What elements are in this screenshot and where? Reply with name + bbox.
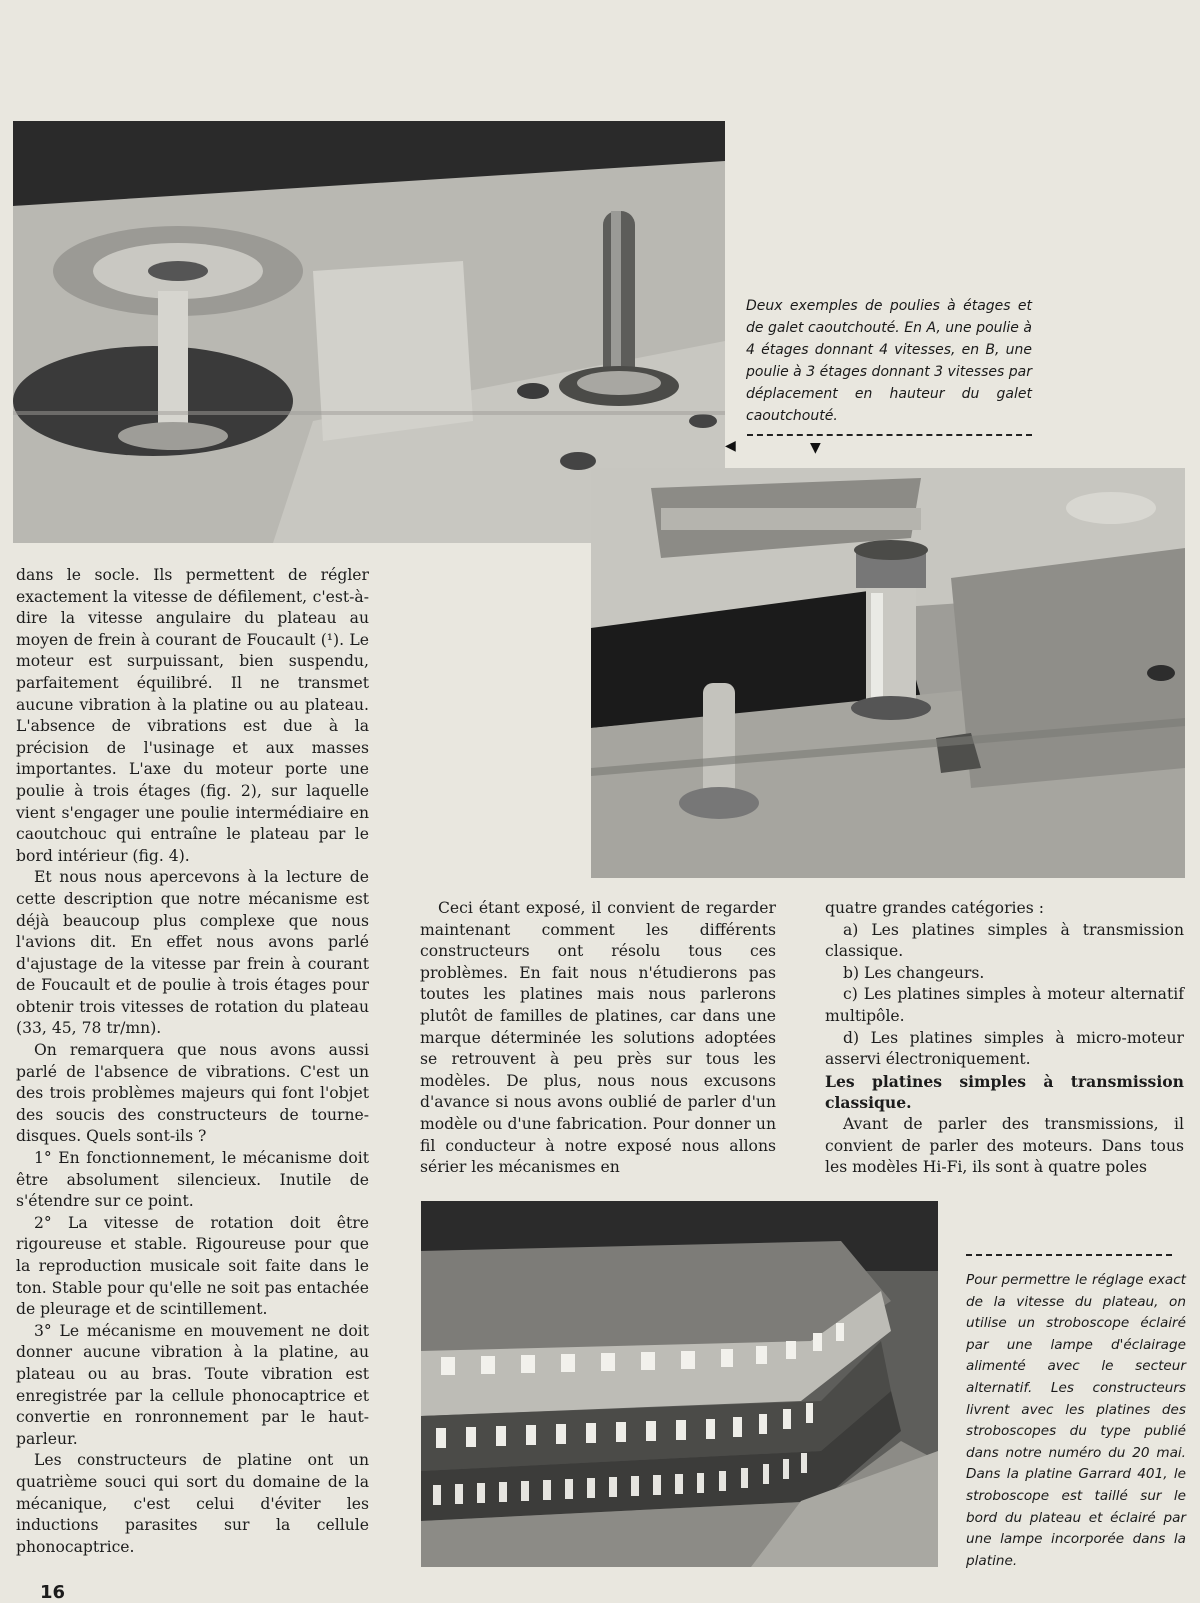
left-para-5: 2° La vitesse de rotation doit être rigoureuse et stable. Rigoureuse pour que la reproduction musicale soit faite dans le ton. Stable pour qu'elle ne soit pas entachée de pleurage et de scintillement. — [16, 1213, 369, 1319]
caption-bottom-rule — [966, 1254, 1172, 1256]
caption-bottom — [966, 1270, 1186, 1572]
marker-a — [725, 438, 736, 454]
right-para: Avant de parler des transmissions, il convient de parler des moteurs. Dans tous les modèles Hi-Fi, ils sont à quatre poles — [825, 1114, 1184, 1177]
middle-column — [420, 898, 776, 1179]
left-para-6: 3° Le mécanisme en mouvement ne doit donner aucune vibration à la platine, au plateau ou au bras. Toute vibration est enregistrée par la cellule phonocaptrice et convertie en ronronnement par le haut-parleur. — [16, 1321, 369, 1448]
right-heading: Les platines simples à transmission classique. — [825, 1071, 1184, 1113]
right-item-c: c) Les platines simples à moteur alternatif multipôle. — [825, 985, 1184, 1025]
right-intro: quatre grandes catégories : — [825, 899, 1044, 917]
page-number: 16 — [40, 1582, 66, 1603]
right-item-d: d) Les platines simples à micro-moteur asservi électroniquement. — [825, 1028, 1184, 1069]
caption-top-text: Deux exemples de poulies à étages et de galet caoutchouté. En A, une poulie à 4 étages donnant 4 vitesses, en B, une poulie à 3 étages donnant 3 vitesses par déplacement en hauteur du galet caoutchouté. — [746, 298, 1032, 424]
caption-bottom-text: Pour permettre le réglage exact de la vitesse du plateau, on utilise un stroboscope éclairé par une lampe d'éclairage alimenté avec le secteur alternatif. Les constructeurs livrent avec les platines des stroboscopes du type publié dans notre numéro du 20 mai. Dans la platine Garrard 401, le stroboscope est taillé sur le bord du plateau et éclairé par une lampe incorporée dans la platine. — [966, 1272, 1186, 1569]
right-column — [825, 898, 1184, 1179]
photo-pulley-b — [591, 468, 1185, 878]
marker-a-glyph: ◀ — [725, 438, 736, 454]
caption-top — [746, 295, 1032, 427]
left-para-1: dans le socle. Ils permettent de régler exactement la vitesse de défilement, c'est-à-dire la vitesse angulaire du plateau au moyen de frein à courant de Foucault (¹). Le moteur est surpuissant, bien suspendu, parfaitement équilibré. Il ne transmet aucune vibration à la platine ou au plateau. L'absence de vibrations est due à la précision de l'usinage et aux masses importantes. L'axe du moteur porte une poulie à trois étages (fig. 2), sur laquelle vient s'engager une poulie intermédiaire en caoutchouc qui entraîne le plateau par le bord intérieur (fig. 4). — [16, 566, 369, 865]
left-para-4: 1° En fonctionnement, le mécanisme doit être absolument silencieux. Inutile de s'étendre sur ce point. — [16, 1149, 369, 1211]
left-para-2: Et nous nous apercevons à la lecture de cette description que notre mécanisme est déjà beaucoup plus complexe que nous l'avions dit. En effet nous avons parlé d'ajustage de la vitesse par frein à courant de Foucault et de poulie à trois étages pour obtenir trois vitesses de rotation du plateau (33, 45, 78 tr/mn). — [16, 868, 369, 1038]
middle-para-1: Ceci étant exposé, il convient de regarder maintenant comment les différents constructeurs ont résolu tous ces problèmes. En fait nous n'étudierons pas toutes les platines mais nous parlerons plutôt de familles de platines, car dans une marque déterminée les solutions adoptées se retrouvent à peu près sur tous les modèles. De plus, nous nous excusons d'avance si nous avons oublié de parler d'un modèle ou d'une fabrication. Pour donner un fil conducteur à notre exposé nous allons sérier les mécanismes en — [420, 899, 776, 1177]
photo-stroboscope — [421, 1201, 938, 1567]
right-item-a: a) Les platines simples à transmission classique. — [825, 920, 1184, 961]
marker-b-glyph: ▼ — [810, 440, 821, 456]
caption-top-rule — [747, 434, 1032, 436]
left-column — [16, 565, 369, 1558]
left-para-7: Les constructeurs de platine ont un quatrième souci qui sort du domaine de la mécanique, c'est celui d'éviter les inductions parasites sur la cellule phonocaptrice. — [16, 1451, 369, 1556]
right-item-b: b) Les changeurs. — [843, 963, 985, 982]
marker-b — [810, 440, 821, 456]
left-para-3: On remarquera que nous avons aussi parlé de l'absence de vibrations. C'est un des trois problèmes majeurs qui font l'objet des soucis des constructeurs de tourne-disques. Quels sont-ils ? — [16, 1041, 369, 1146]
